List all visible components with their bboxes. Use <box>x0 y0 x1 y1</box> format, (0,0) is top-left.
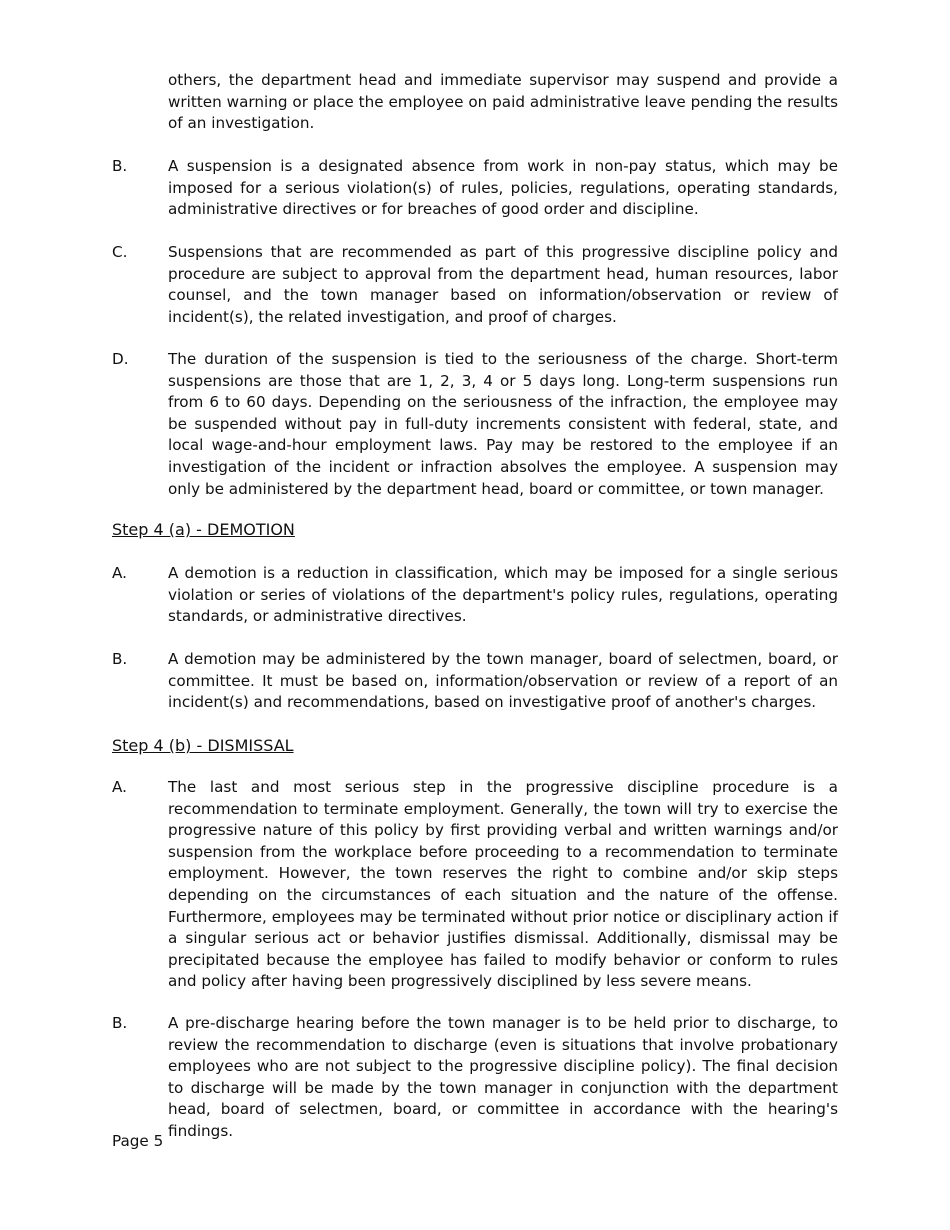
suspension-item-d <box>112 349 838 500</box>
suspension-item-c <box>112 242 838 328</box>
dismissal-item-b <box>112 1013 838 1143</box>
suspension-item-b <box>112 156 838 221</box>
item-text: A demotion is a reduction in classification, which may be imposed for a single serious violation or series of violations of the department's policy rules, regulations, operating standards, or administrative directives. <box>168 564 838 626</box>
item-text: A suspension is a designated absence from work in non-pay status, which may be imposed for a serious violation(s) of rules, policies, regulations, operating standards, administrative directives or for breaches of good order and discipline. <box>168 157 838 219</box>
demotion-item-b <box>112 649 838 714</box>
item-text: A demotion may be administered by the town manager, board of selectmen, board, or committee. It must be based on, information/observation or review of a report of an incident(s) and recommendations, based on investigative proof of another's charges. <box>168 650 838 712</box>
item-label: B. <box>112 157 128 175</box>
item-text: A pre-discharge hearing before the town manager is to be held prior to discharge, to review the recommendation to discharge (even is situations that involve probationary employees who are not subject to the progressive discipline policy). The final decision to discharge will be made by the town manager in conjunction with the department head, board of selectmen, board, or committee in accordance with the hearing's findings. <box>168 1014 838 1140</box>
dismissal-heading: Step 4 (b) - DISMISSAL <box>112 736 294 755</box>
item-text: The duration of the suspension is tied to the seriousness of the charge. Short-term suspensions are those that are 1, 2, 3, 4 or 5 days long. Long-term suspensions run from 6 to 60 days. Depending on the seriousness of the infraction, the employee may be suspended without pay in full-duty increments consistent with federal, state, and local wage-and-hour employment laws. Pay may be restored to the employee if an investigation of the incident or infraction absolves the employee. A suspension may only be administered by the department head, board or committee, or town manager. <box>168 350 838 498</box>
item-label: A. <box>112 778 127 796</box>
item-label: D. <box>112 350 129 368</box>
item-label: A. <box>112 564 127 582</box>
continuation-paragraph: others, the department head and immediate supervisor may suspend and provide a written warning or place the employee on paid administrative leave pending the results of an investigation. <box>168 71 838 133</box>
item-text: Suspensions that are recommended as part of this progressive discipline policy and procedure are subject to approval from the department head, human resources, labor counsel, and the town manager based on information/observation or review of incident(s), the related investigation, and proof of charges. <box>168 243 838 326</box>
item-label: B. <box>112 1014 128 1032</box>
item-label: C. <box>112 243 128 261</box>
item-text: The last and most serious step in the progressive discipline procedure is a recommendation to terminate employment. Generally, the town will try to exercise the progressive nature of this policy by first providing verbal and written warnings and/or suspension from the workplace before proceeding to a recommendation to terminate employment. However, the town reserves the right to combine and/or skip steps depending on the circumstances of each situation and the nature of the offense. Furthermore, employees may be terminated without prior notice or disciplinary action if a singular serious act or behavior justifies dismissal. Additionally, dismissal may be precipitated because the employee has failed to modify behavior or conform to rules and policy after having been progressively disciplined by less severe means. <box>168 778 838 991</box>
item-label: B. <box>112 650 128 668</box>
demotion-heading: Step 4 (a) - DEMOTION <box>112 520 295 539</box>
page-number: Page 5 <box>112 1132 164 1150</box>
demotion-item-a <box>112 563 838 628</box>
dismissal-item-a <box>112 777 838 993</box>
